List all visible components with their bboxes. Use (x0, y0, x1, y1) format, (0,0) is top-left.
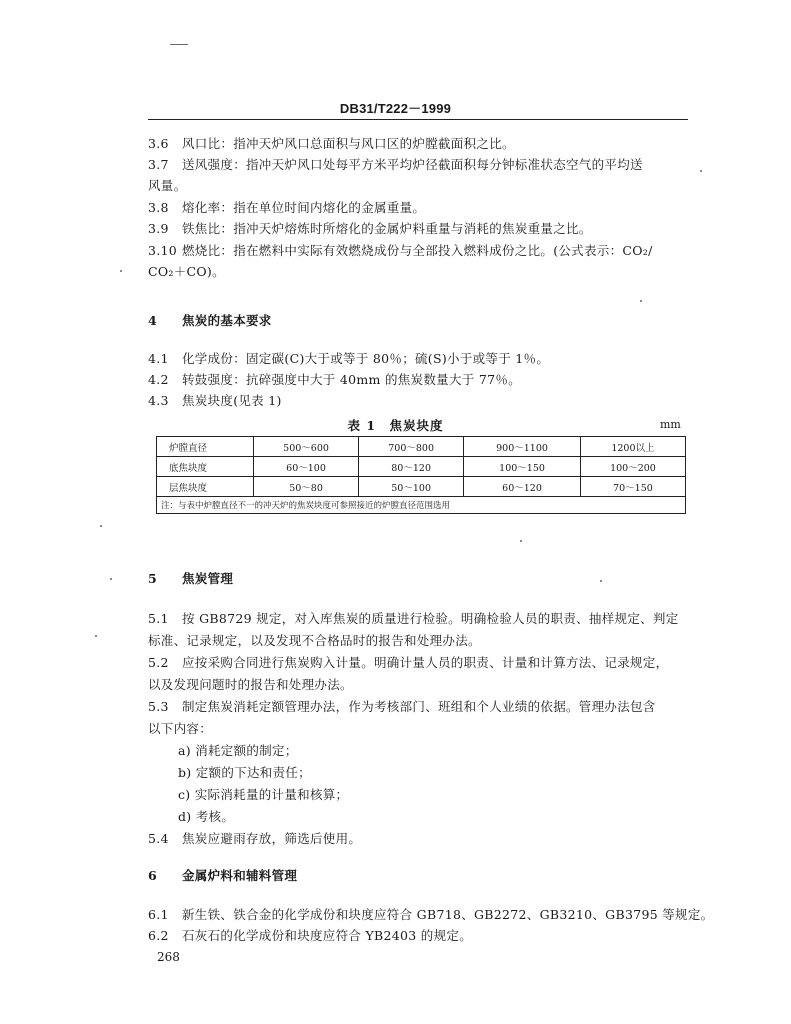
definition-3-6: 3.6 风口比：指冲天炉风口总面积与风口区的炉膛截面积之比。 (148, 136, 515, 151)
table-cell: 炉膛直径 (157, 437, 254, 457)
table-cell: 50～80 (254, 477, 359, 497)
table-cell: 80～120 (359, 457, 464, 477)
section-5-heading: 5 焦炭管理 (148, 571, 234, 586)
item-4-3: 4.3 焦炭块度(见表 1) (148, 393, 282, 408)
scan-speck (110, 578, 112, 580)
table-cell: 底焦块度 (157, 457, 254, 477)
table-cell: 100～200 (580, 457, 685, 477)
page-number: 268 (157, 950, 180, 964)
table-note: 注：与表中炉膛直径不一的冲天炉的焦炭块度可参照接近的炉膛直径范围选用 (157, 497, 686, 514)
page-header: DB31/T222－1999 (339, 101, 452, 116)
table-unit: mm (660, 418, 681, 431)
definition-3-9: 3.9 铁焦比：指冲天炉熔炼时所熔化的金属炉料重量与消耗的焦炭重量之比。 (148, 221, 592, 236)
scan-speck (120, 270, 122, 272)
table-cell: 500～600 (254, 437, 359, 457)
definition-3-10-continued: CO₂＋CO)。 (148, 264, 225, 279)
item-5-2-continued: 以及发现问题时的报告和处理办法。 (148, 677, 353, 692)
item-4-1: 4.1 化学成份：固定碳(C)大于或等于 80％；硫(S)小于或等于 1％。 (148, 351, 550, 366)
table-cell: 60～100 (254, 457, 359, 477)
item-5-4: 5.4 焦炭应避雨存放，筛选后使用。 (148, 831, 362, 846)
item-6-2: 6.2 石灰石的化学成份和块度应符合 YB2403 的规定。 (148, 928, 472, 943)
definition-3-7-continued: 风量。 (148, 178, 187, 193)
definition-3-10: 3.10 燃烧比：指在燃料中实际有效燃烧成份与全部投入燃料成份之比。(公式表示：CO₂/ (148, 243, 653, 258)
table-row (157, 457, 686, 477)
definition-3-7: 3.7 送风强度：指冲天炉风口处每平方米平均炉径截面积每分钟标准状态空气的平均送 (148, 157, 643, 172)
scan-speck (520, 540, 522, 542)
section-6-heading: 6 金属炉料和辅料管理 (148, 868, 298, 883)
item-6-1: 6.1 新生铁、铁合金的化学成份和块度应符合 GB718、GB2272、GB3210、GB3795 等规定。 (148, 907, 714, 922)
table-cell: 100～150 (464, 457, 581, 477)
scan-speck (700, 170, 702, 172)
table-cell: 700～800 (359, 437, 464, 457)
subitem-c: c) 实际消耗量的计量和核算； (178, 787, 349, 802)
table-caption: 表 1 焦炭块度 (347, 418, 444, 433)
coke-size-table (156, 436, 686, 514)
table-cell: 70～150 (580, 477, 685, 497)
table-cell: 60～120 (464, 477, 581, 497)
scan-speck (100, 525, 102, 527)
table-cell: 1200以上 (580, 437, 685, 457)
table-cell: 层焦块度 (157, 477, 254, 497)
table-row (157, 477, 686, 497)
subitem-a: a) 消耗定额的制定； (178, 743, 298, 758)
scan-speck (640, 300, 642, 302)
item-5-2: 5.2 应按采购合同进行焦炭购入计量。明确计量人员的职责、计量和计算方法、记录规定， (148, 655, 669, 670)
section-4-heading: 4 焦炭的基本要求 (148, 313, 272, 328)
item-5-3: 5.3 制定焦炭消耗定额管理办法，作为考核部门、班组和个人业绩的依据。管理办法包含 (148, 699, 656, 714)
item-5-1: 5.1 按 GB8729 规定，对入库焦炭的质量进行检验。明确检验人员的职责、抽样规定、判定 (148, 611, 679, 626)
subitem-d: d) 考核。 (178, 809, 235, 824)
definition-3-8: 3.8 熔化率：指在单位时间内熔化的金属重量。 (148, 200, 426, 215)
scan-speck (170, 44, 188, 45)
table-cell: 900～1100 (464, 437, 581, 457)
item-4-2: 4.2 转鼓强度：抗碎强度中大于 40mm 的焦炭数量大于 77％。 (148, 372, 521, 387)
table-note-row (157, 497, 686, 514)
table-cell: 50～100 (359, 477, 464, 497)
scan-speck (95, 635, 97, 637)
item-5-1-continued: 标准、记录规定，以及发现不合格品时的报告和处理办法。 (148, 633, 481, 648)
subitem-b: b) 定额的下达和责任； (178, 765, 311, 780)
table-header-row (157, 437, 686, 457)
item-5-3-continued: 以下内容： (148, 721, 213, 736)
header-rule (148, 119, 688, 120)
scan-speck (600, 580, 602, 582)
